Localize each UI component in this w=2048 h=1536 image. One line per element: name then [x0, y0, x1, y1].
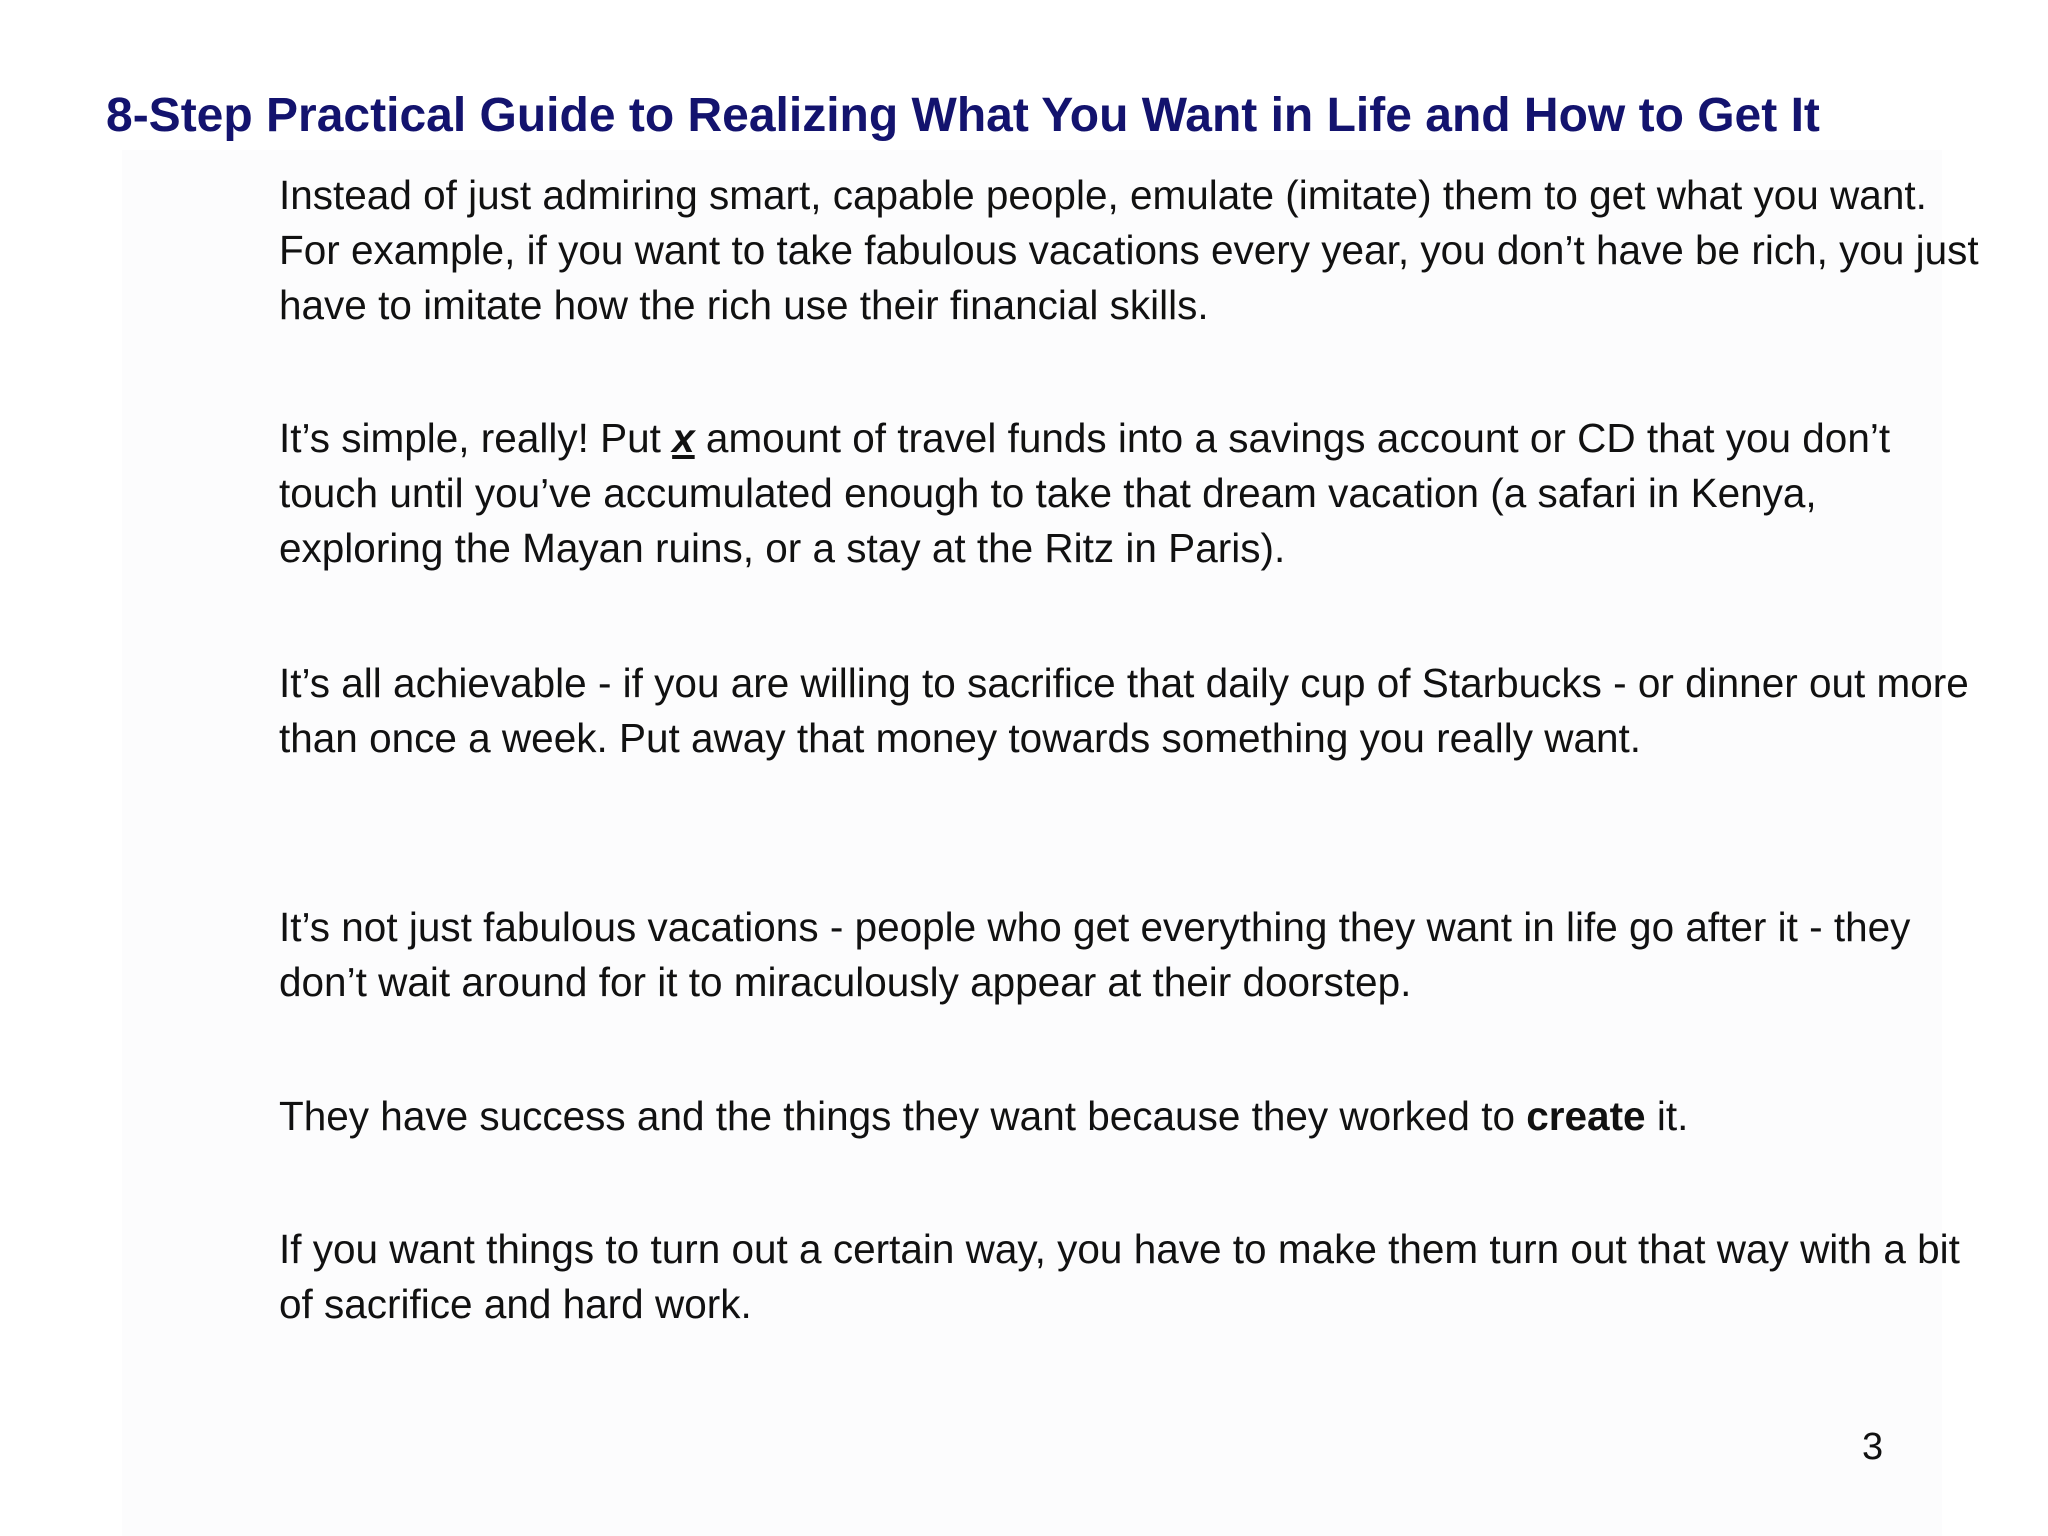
paragraph-travel-funds [279, 411, 1979, 576]
paragraph-travel-funds-start: It’s simple, really! Put [279, 415, 673, 461]
paragraph-hard-work: If you want things to turn out a certain way, you have to make them turn out that way with a bit of sacrifice and hard work. [279, 1226, 1960, 1327]
amount-variable-x: x [672, 415, 695, 461]
paragraph-achievable: It’s all achievable - if you are willing to sacrifice that daily cup of Starbucks - or dinner out more than once a week. Put away that money towards something you really want. [279, 660, 1969, 761]
page-number: 3 [1862, 1426, 1884, 1468]
paragraph-emulate: Instead of just admiring smart, capable people, emulate (imitate) them to get what you want. For example, if you want to take fabulous vacations every year, you don’t have be rich, you just have to imitate how the rich use their financial skills. [279, 172, 1979, 328]
paragraph-create-success-start: They have success and the things they want because they worked to [279, 1093, 1527, 1139]
paragraph-create-success [279, 1089, 1979, 1144]
slide-title: 8-Step Practical Guide to Realizing What You Want in Life and How to Get It [106, 89, 1820, 142]
paragraph-create-success-end: it. [1645, 1093, 1689, 1139]
emphasis-create: create [1526, 1093, 1646, 1139]
paragraph-go-after-it: It’s not just fabulous vacations - people who get everything they want in life go after it - they don’t wait around for it to miraculously appear at their doorstep. [279, 904, 1911, 1005]
paragraph-travel-funds-end: amount of travel funds into a savings account or CD that you don’t touch until you’ve accumulated enough to take that dream vacation (a safari in Kenya, exploring the Mayan ruins, or a stay at the Ritz in Paris). [279, 415, 1891, 571]
